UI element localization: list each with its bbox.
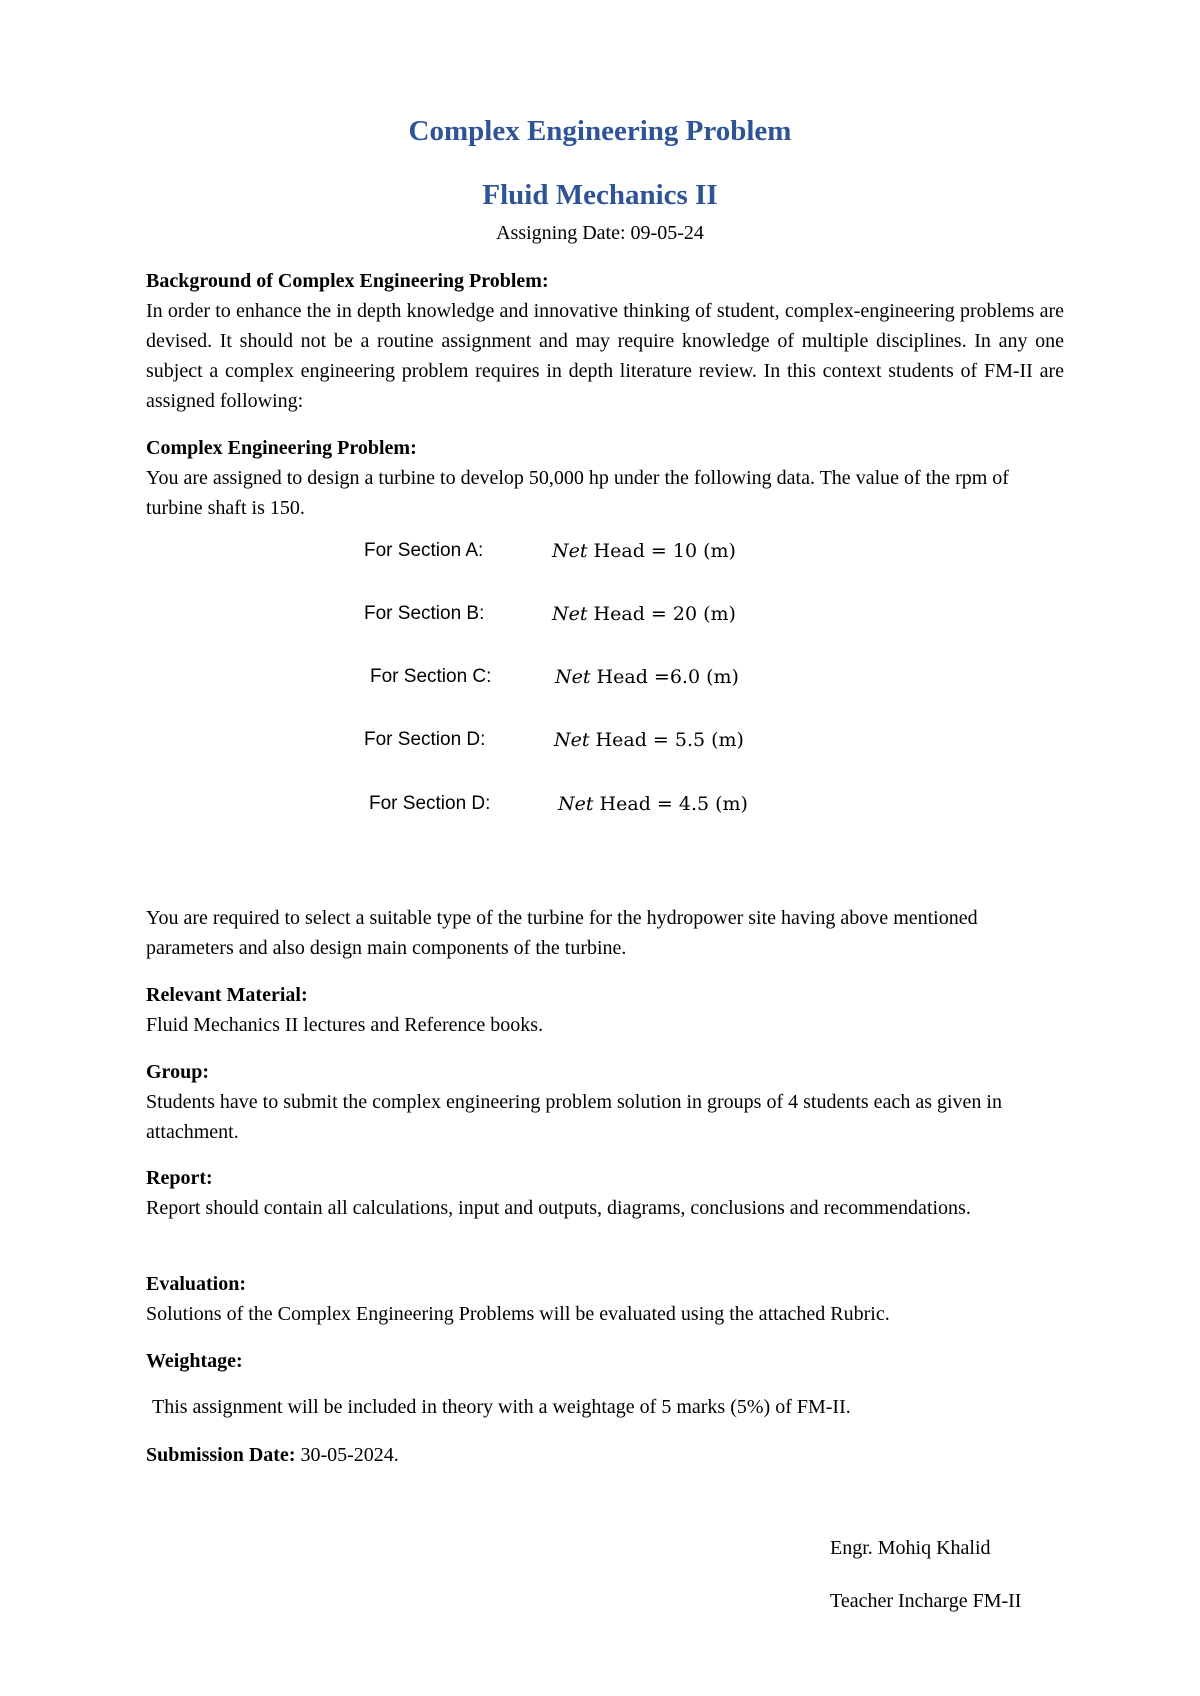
section-row (364, 729, 924, 759)
head-label: Head = (590, 666, 670, 688)
relevant-material-text: Fluid Mechanics II lectures and Reference books. (146, 1014, 544, 1036)
section-row (364, 666, 924, 696)
relevant-material-section (146, 980, 1064, 1040)
net-head-equation (552, 540, 736, 562)
group-heading: Group: (146, 1061, 209, 1083)
document-title: Complex Engineering Problem (408, 115, 792, 147)
weightage-text: This assignment will be included in theory with a weightage of 5 marks (5%) of FM-II. (152, 1396, 851, 1418)
evaluation-section (146, 1269, 1064, 1329)
group-section (146, 1057, 1064, 1147)
relevant-material-heading: Relevant Material: (146, 984, 308, 1006)
net-symbol: Net (554, 729, 590, 751)
problem-section (146, 433, 1064, 523)
net-symbol: Net (555, 666, 591, 688)
weightage-heading: Weightage: (146, 1350, 243, 1372)
problem-text: You are assigned to design a turbine to develop 50,000 hp under the following data. The value of the rpm of turbine shaft is 150. (146, 467, 1009, 519)
requirement-text: You are required to select a suitable type of the turbine for the hydropower site having above mentioned parameters and also design main components of the turbine. (146, 907, 978, 959)
head-value: 20 (672, 603, 698, 625)
net-symbol: Net (558, 793, 594, 815)
group-text: Students have to submit the complex engineering problem solution in groups of 4 students each as given in attachment. (146, 1091, 1002, 1143)
signature-name: Engr. Mohiq Khalid (830, 1537, 991, 1559)
net-head-equation (555, 666, 739, 688)
head-unit: (m) (697, 540, 736, 562)
submission-date-value: 30-05-2024. (295, 1444, 399, 1466)
submission-section (146, 1440, 1064, 1470)
report-section (146, 1163, 1064, 1223)
requirement-section (146, 903, 1064, 963)
section-label: For Section B: (364, 603, 485, 624)
submission-date-label: Submission Date: (146, 1444, 296, 1466)
section-label: For Section D: (364, 729, 486, 750)
section-row (364, 540, 924, 570)
section-label: For Section C: (370, 666, 492, 687)
head-value: 4.5 (678, 793, 710, 815)
head-label: Head = (587, 540, 673, 562)
assigning-date: Assigning Date: 09-05-24 (496, 222, 704, 244)
background-section (146, 266, 1064, 416)
head-label: Head = (589, 729, 675, 751)
section-row (364, 793, 924, 823)
head-unit: (m) (705, 729, 744, 751)
section-label: For Section A: (364, 540, 484, 561)
head-value: 10 (672, 540, 698, 562)
net-head-equation (558, 793, 748, 815)
head-value: 5.5 (674, 729, 706, 751)
net-symbol: Net (552, 603, 588, 625)
head-unit: (m) (697, 603, 736, 625)
course-subtitle: Fluid Mechanics II (482, 179, 718, 211)
background-text: In order to enhance the in depth knowledge and innovative thinking of student, complex-engineering problems are devised. It should not be a routine assignment and may require knowledge of multiple disciplines. In any one subject a complex engineering problem requires in depth literature review. In this context students of FM-II are assigned following: (146, 300, 1064, 412)
weightage-section (146, 1346, 1064, 1422)
section-row (364, 603, 924, 633)
report-text: Report should contain all calculations, input and outputs, diagrams, conclusions and recommendations. (146, 1197, 971, 1219)
evaluation-heading: Evaluation: (146, 1273, 247, 1295)
head-label: Head = (587, 603, 673, 625)
evaluation-text: Solutions of the Complex Engineering Problems will be evaluated using the attached Rubric. (146, 1303, 890, 1325)
section-label: For Section D: (369, 793, 491, 814)
background-heading: Background of Complex Engineering Problem: (146, 270, 549, 292)
problem-heading: Complex Engineering Problem: (146, 437, 417, 459)
report-heading: Report: (146, 1167, 213, 1189)
head-label: Head = (593, 793, 679, 815)
signature-role: Teacher Incharge FM-II (830, 1590, 1022, 1612)
head-unit: (m) (700, 666, 739, 688)
head-value: 6.0 (669, 666, 701, 688)
head-unit: (m) (709, 793, 748, 815)
net-head-equation (552, 603, 736, 625)
net-symbol: Net (552, 540, 588, 562)
net-head-equation (554, 729, 744, 751)
